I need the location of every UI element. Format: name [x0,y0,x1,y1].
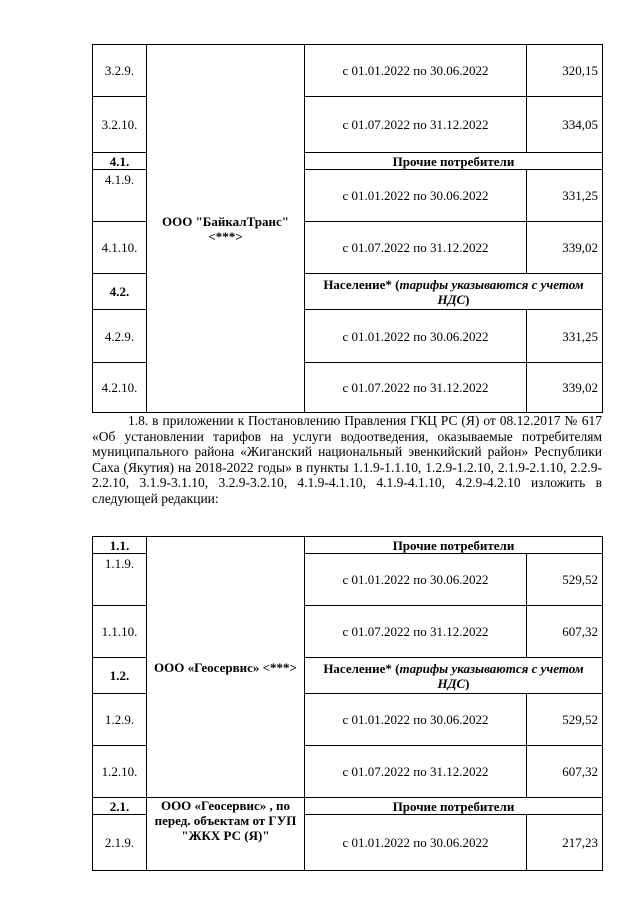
period: с 01.01.2022 по 30.06.2022 [305,310,527,363]
section-row [93,537,603,554]
amendment-paragraph: 1.8. в приложении к Постановлению Правления ГКЦ РС (Я) от 08.12.2017 № 617 «Об установлении тарифов на услуги водоотведения, оказываемые потребителям муниципального района «Жиганский национальный эвенкийский район» Республики Саха (Якутия) на 2018-2022 годы» в пункты 1.1.9-1.1.10, 1.2.9-1.2.10, 2.1.9-2.1.10, 2.2.9-2.2.10, 3.1.9-3.1.10, 3.2.9-3.2.10, 4.1.9-4.1.10, 4.1.9-4.1.10, 4.2.9-4.2.10 изложить в следующей редакции: [92,413,602,506]
category-suffix: ) [465,291,470,307]
row-number: 4.2.10. [93,363,147,413]
category-label [305,274,603,310]
row-number: 1.1.9. [93,554,147,606]
organization-name: ООО "БайкалТранс" <***> [147,45,305,413]
category-label: Прочие потребители [305,537,603,554]
category-prefix: Население* ( [323,660,400,676]
row-number: 3.2.10. [93,97,147,153]
period: с 01.01.2022 по 30.06.2022 [305,45,527,97]
tariff-value: 334,05 [527,97,603,153]
organization-name: ООО «Геосервис» <***> [147,537,305,798]
category-prefix: Население* ( [323,276,400,292]
section-row [93,798,603,815]
category-label: Прочие потребители [305,798,603,815]
row-number: 4.2.9. [93,310,147,363]
row-number: 2.1.9. [93,815,147,871]
section-number: 2.1. [93,798,147,815]
section-number: 4.1. [93,153,147,170]
period: с 01.07.2022 по 31.12.2022 [305,363,527,413]
section-number: 1.1. [93,537,147,554]
period: с 01.07.2022 по 31.12.2022 [305,222,527,274]
tariff-value: 331,25 [527,170,603,222]
tariff-value: 607,32 [527,746,603,798]
organization-name: ООО «Геосервис» , по перед. объектам от ГУП "ЖКХ РС (Я)" [147,798,305,871]
section-number: 1.2. [93,658,147,694]
row-number: 3.2.9. [93,45,147,97]
category-label [305,658,603,694]
table-row [93,45,603,97]
period: с 01.01.2022 по 30.06.2022 [305,170,527,222]
period: с 01.07.2022 по 31.12.2022 [305,746,527,798]
category-suffix: ) [465,675,470,691]
section-number: 4.2. [93,274,147,310]
row-number: 1.2.10. [93,746,147,798]
row-number: 4.1.10. [93,222,147,274]
period: с 01.01.2022 по 30.06.2022 [305,815,527,871]
tariff-table-geoservis [92,536,603,871]
category-italic: тарифы указываются с учетом НДС [399,660,584,691]
row-number: 1.1.10. [93,606,147,658]
tariff-value: 339,02 [527,222,603,274]
period: с 01.01.2022 по 30.06.2022 [305,554,527,606]
tariff-value: 339,02 [527,363,603,413]
row-number: 1.2.9. [93,694,147,746]
period: с 01.07.2022 по 31.12.2022 [305,97,527,153]
tariff-value: 331,25 [527,310,603,363]
row-number: 4.1.9. [93,170,147,222]
tariff-value: 607,32 [527,606,603,658]
tariff-value: 320,15 [527,45,603,97]
period: с 01.07.2022 по 31.12.2022 [305,606,527,658]
tariff-value: 217,23 [527,815,603,871]
category-italic: тарифы указываются с учетом НДС [399,276,584,307]
category-label: Прочие потребители [305,153,603,170]
tariff-table-baikaltrans [92,44,603,413]
tariff-value: 529,52 [527,694,603,746]
tariff-value: 529,52 [527,554,603,606]
period: с 01.01.2022 по 30.06.2022 [305,694,527,746]
